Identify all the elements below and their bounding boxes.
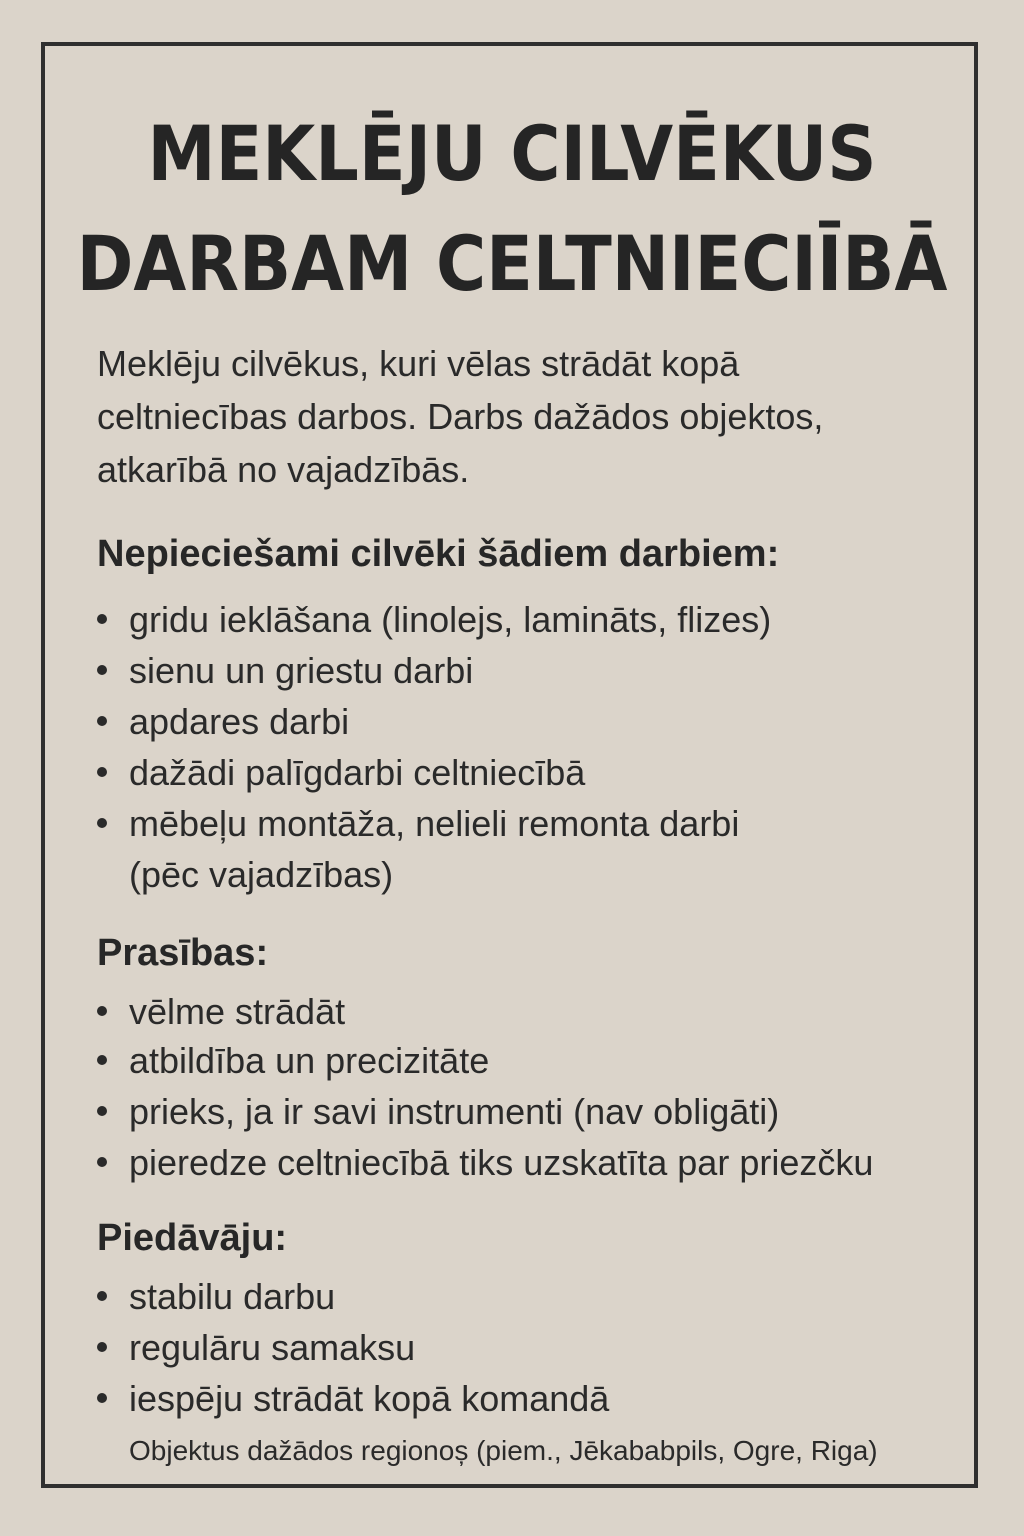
intro-line-3: atkarībā no vajadzībās. bbox=[97, 449, 470, 490]
work-list-item bbox=[97, 599, 772, 640]
requirements-heading: Prasības: bbox=[97, 932, 269, 974]
requirements-list-item bbox=[97, 1142, 874, 1183]
offer-text: stabilu darbu bbox=[129, 1276, 336, 1317]
requirement-text: prieks, ja ir savi instrumenti (nav obligāti) bbox=[129, 1091, 780, 1132]
bullet-icon bbox=[97, 1157, 107, 1167]
work-list-item bbox=[97, 803, 740, 844]
bullet-icon bbox=[97, 1006, 107, 1016]
bullet-icon bbox=[97, 716, 107, 726]
bullet-icon bbox=[97, 767, 107, 777]
bullet-icon bbox=[97, 1393, 107, 1403]
regions-footnote: Objektus dažādos regionoș (piem., Jēkababpils, Ogre, Riga) bbox=[129, 1435, 878, 1466]
requirements-list-item bbox=[97, 1091, 780, 1132]
work-list-item bbox=[97, 650, 474, 691]
offer-text: iespēju strādāt kopā komandā bbox=[129, 1378, 610, 1419]
bullet-icon bbox=[97, 614, 107, 624]
poster-title-line-1: MEKLĒJU CILVĒKUS bbox=[147, 109, 877, 198]
bullet-icon bbox=[97, 1055, 107, 1065]
work-list-item bbox=[97, 752, 586, 793]
work-item-text: dažādi palīgdarbi celtniecībā bbox=[129, 752, 586, 793]
bullet-icon bbox=[97, 665, 107, 675]
offer-text: regulāru samaksu bbox=[129, 1327, 416, 1368]
work-item-text: sienu un griestu darbi bbox=[129, 650, 474, 691]
bullet-icon bbox=[97, 818, 107, 828]
work-item-text: apdares darbi bbox=[129, 701, 350, 742]
intro-line-2: celtniecības darbos. Darbs dažādos objektos, bbox=[97, 396, 824, 437]
bullet-icon bbox=[97, 1106, 107, 1116]
requirement-text: pieredze celtniecībā tiks uzskatīta par priezčku bbox=[129, 1142, 874, 1183]
bullet-icon bbox=[97, 1291, 107, 1301]
offer-list-item bbox=[97, 1276, 336, 1317]
requirements-list-item bbox=[97, 1040, 490, 1081]
work-list-item bbox=[97, 701, 350, 742]
requirements-list-item bbox=[97, 991, 346, 1032]
work-item-text: gridu ieklāšana (linolejs, lamināts, flizes) bbox=[129, 599, 772, 640]
offer-list-item bbox=[97, 1378, 610, 1419]
offer-list-item bbox=[97, 1327, 416, 1368]
work-item-continuation: (pēc vajadzības) bbox=[129, 854, 394, 895]
requirement-text: vēlme strādāt bbox=[129, 991, 346, 1032]
poster-title-line-2: DARBAM CELTNIECIĪBĀ bbox=[76, 219, 948, 308]
offer-heading: Piedāvāju: bbox=[97, 1217, 288, 1259]
intro-line-1: Meklēju cilvēkus, kuri vēlas strādāt kopā bbox=[97, 343, 740, 384]
bullet-icon bbox=[97, 1342, 107, 1352]
requirement-text: atbildība un precizitāte bbox=[129, 1040, 490, 1081]
work-item-text: mēbeļu montāža, nelieli remonta darbi bbox=[129, 803, 740, 844]
work-heading: Nepieciešami cilvēki šādiem darbiem: bbox=[97, 533, 780, 575]
